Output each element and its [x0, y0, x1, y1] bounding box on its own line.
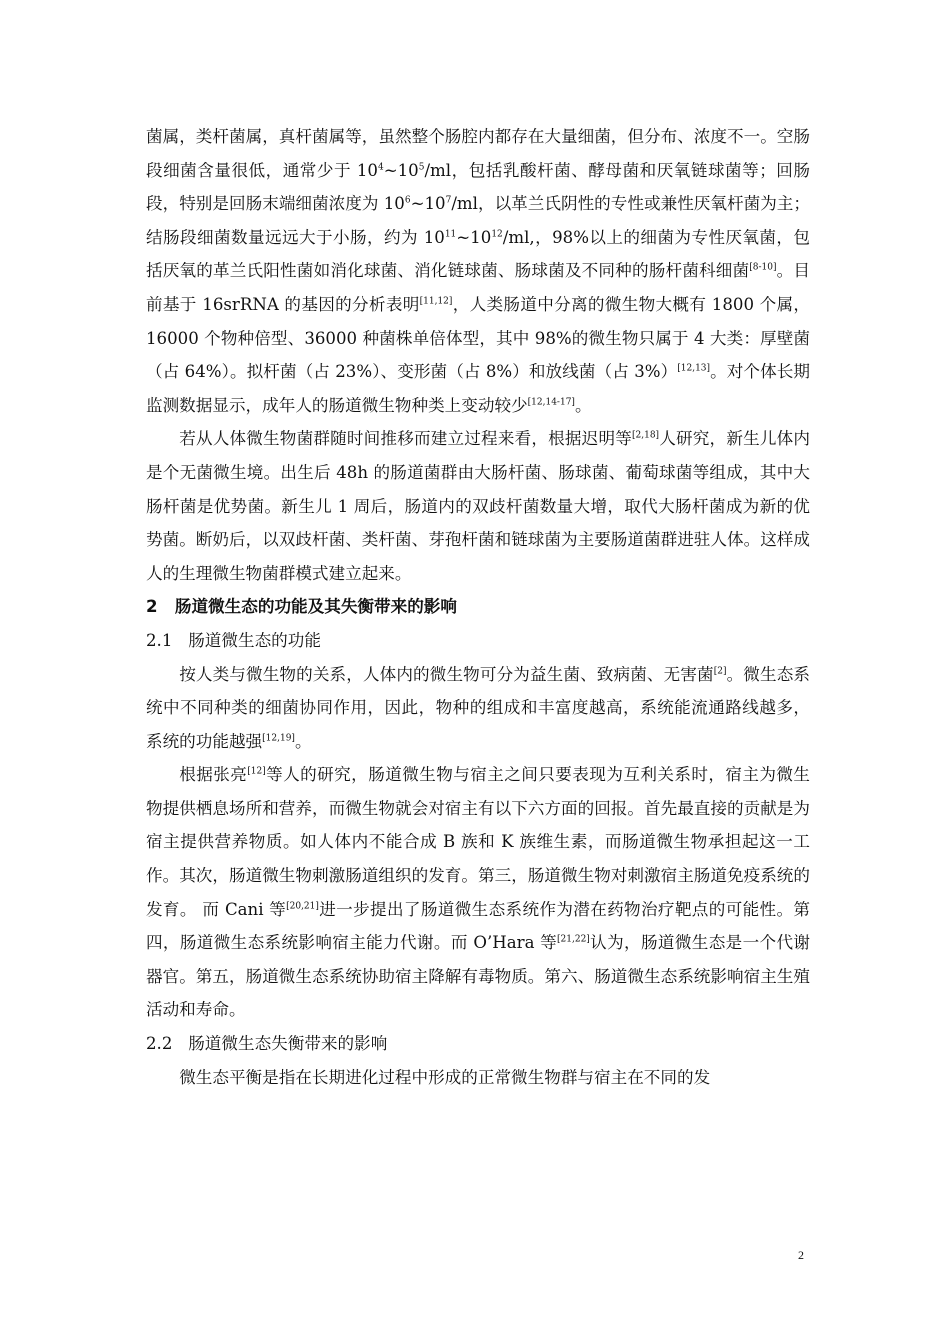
text-run: 。微生态系统中不同种类的细菌协同作用，因此，物种的组成和丰富度越高，系统能流通路线越多， 系统的功能越强 — [146, 664, 811, 751]
body-text-block-2-2 — [146, 1061, 810, 1095]
page-number: 2 — [798, 1248, 804, 1262]
text-run: 。 — [574, 395, 592, 415]
text-run: /ml，包括乳酸杆菌、酵母菌和厌氧链球菌等；回肠段，特别是回肠末端细菌浓度为 10 — [146, 160, 810, 214]
paragraph — [146, 658, 810, 759]
text-run: 。对个体长期监测数据显示，成年人的肠道微生物种类上变动较少 — [146, 362, 810, 415]
subsection-heading-2-1: 2.1 肠道微生态的功能 — [146, 630, 321, 650]
superscript: [21,22] — [557, 934, 590, 945]
superscript: [12,14-17] — [527, 397, 575, 408]
superscript: [2] — [713, 665, 727, 676]
superscript: 11 — [444, 229, 457, 240]
superscript: [20,21] — [286, 901, 319, 912]
superscript: [2,18] — [632, 430, 660, 441]
paragraph — [146, 758, 810, 1027]
superscript: 6 — [404, 195, 411, 206]
text-run: 人研究，新生儿体内是个无菌微生境。出生后 48h 的肠道菌群由大肠杆菌、肠球菌、葡萄球菌等组成，其中大肠杆菌是优势菌。新生儿 1 周后，肠道内的双歧杆菌数量大增，取代大肠杆菌成为新的优势菌。断奶后，以双歧杆菌、类杆菌、芽孢杆菌和链球菌为主要肠道菌群进驻人体。这样成人的生理微生物菌群模式建立起来。 — [146, 429, 810, 583]
text-run: /ml，以革兰氏阴性的专性或兼性厌氧杆菌为主；结肠段细菌数量远远大于小肠，约为 10 — [146, 194, 810, 247]
superscript: 12 — [491, 229, 503, 240]
paragraph — [146, 120, 810, 422]
superscript: [12,13] — [677, 363, 711, 374]
text-run: 。目前基于 16srRNA 的基因的分析表明 — [146, 261, 811, 314]
text-run: 进一步提出了肠道微生态系统作为潜在药物治疗靶点的可能性。第四，肠道微生态系统影响宿主能力代谢。而 O’Hara 等 — [146, 899, 810, 953]
body-text-block-1 — [146, 120, 810, 590]
body-text-block-2-1 — [146, 658, 810, 1028]
superscript: [11,12] — [419, 296, 453, 307]
superscript: 4 — [377, 162, 384, 173]
text-run: 若从人体微生物菌群随时间推移而建立过程来看，根据迟明等 — [179, 429, 632, 449]
superscript: 5 — [418, 162, 425, 173]
text-run: 按人类与微生物的关系，人体内的微生物可分为益生菌、致病菌、无害菌 — [179, 664, 714, 684]
superscript: [12,19] — [262, 733, 295, 744]
text-run: ~10 — [410, 194, 446, 214]
text-run: 认为，肠道微生态是一个代谢器官。第五，肠道微生态系统协助宿主降解有毒物质。第六、肠道微生态系统影响宿主生殖活动和寿命。 — [146, 933, 810, 1020]
text-run: 菌属，类杆菌属，真杆菌属等，虽然整个肠腔内都存在大量细菌，但分布、浓度不一。空肠段细菌含量很低，通常少于 10 — [146, 127, 810, 180]
text-run: ~10 — [383, 160, 419, 180]
superscript: [12] — [247, 766, 266, 777]
superscript: [8-10] — [749, 262, 777, 273]
document-page — [146, 120, 810, 1094]
text-run: ，人类肠道中分离的微生物大概有 1800 个属，16000 个物种倍型、36000 种菌株单倍体型，其中 98%的微生物只属于 4 大类：厚壁菌（占 64%）。拟杆菌（占 23%）、变形菌（占 8%）和放线菌（占 3%） — [146, 294, 811, 382]
subsection-heading-2-2: 2.2 肠道微生态失衡带来的影响 — [146, 1034, 388, 1054]
text-run: 。 — [294, 731, 312, 751]
text-run: 等人的研究，肠道微生物与宿主之间只要表现为互利关系时，宿主为微生物提供栖息场所和营养，而微生物就会对宿主有以下六方面的回报。首先最直接的贡献是为宿主提供营养物质。如人体内不能合成 B 族和 K 族维生素，而肠道微生物承担起这一工作。其次，肠道微生物刺激肠道组织的发育。第三，肠道微生物对刺激宿主肠道免疫系统的发育。 而 Cani 等 — [146, 765, 811, 919]
paragraph — [146, 422, 810, 590]
text-run: 根据张亮 — [179, 765, 248, 785]
text-run: 微生态平衡是指在长期进化过程中形成的正常微生物群与宿主在不同的发 — [179, 1067, 711, 1087]
section-heading-2: 2 肠道微生态的功能及其失衡带来的影响 — [146, 597, 457, 617]
superscript: 7 — [445, 195, 452, 206]
text-run: ~10 — [456, 227, 492, 247]
text-run: /ml,，98%以上的细菌为专性厌氧菌，包括厌氧的革兰氏阳性菌如消化球菌、消化链球菌、肠球菌及不同种的肠杆菌科细菌 — [146, 227, 810, 281]
paragraph — [146, 1061, 810, 1095]
